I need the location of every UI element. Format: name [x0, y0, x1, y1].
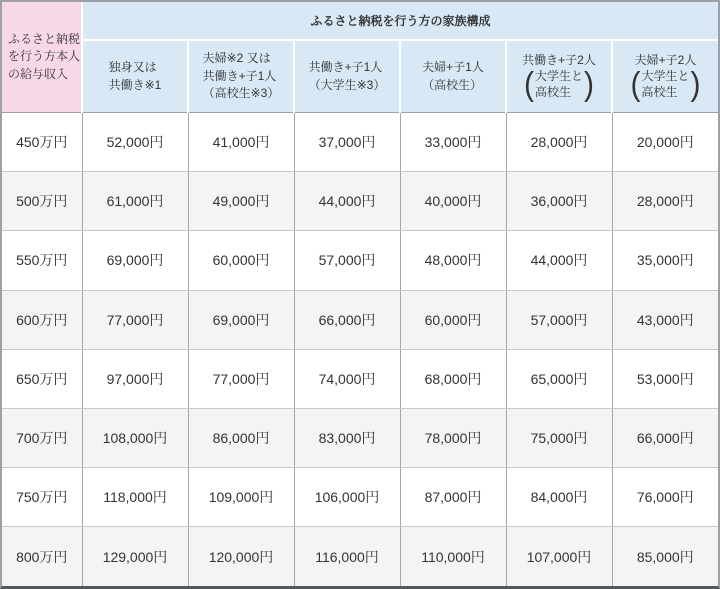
value-cell: 40,000円 [400, 172, 506, 231]
table-row [2, 349, 718, 408]
value-cell: 35,000円 [612, 231, 718, 290]
value-cell: 28,000円 [612, 172, 718, 231]
table-row [2, 527, 718, 586]
value-cell: 61,000円 [82, 172, 188, 231]
open-paren-glyph: ( [630, 66, 641, 103]
income-cell: 650万円 [2, 349, 82, 408]
open-paren-glyph: ( [523, 66, 534, 103]
value-cell: 66,000円 [612, 408, 718, 467]
header-line: 共働き+子1人 [202, 68, 277, 83]
header-title: 夫婦+子2人 [634, 52, 697, 67]
value-cell: 37,000円 [294, 113, 400, 172]
table-row [2, 290, 718, 349]
corner-header-line: ふるさと納税 [8, 31, 81, 46]
value-cell: 107,000円 [506, 527, 612, 586]
income-cell: 750万円 [2, 468, 82, 527]
value-cell: 69,000円 [188, 290, 294, 349]
header-line: （高校生） [422, 77, 483, 92]
paren-line: 高校生 [641, 84, 678, 99]
value-cell: 20,000円 [612, 113, 718, 172]
header-line: （大学生※3） [308, 77, 386, 92]
value-cell: 60,000円 [188, 231, 294, 290]
value-cell: 78,000円 [400, 408, 506, 467]
value-cell: 43,000円 [612, 290, 718, 349]
table-row [2, 468, 718, 527]
header-title: 共働き+子2人 [522, 52, 596, 67]
value-cell: 109,000円 [188, 468, 294, 527]
value-cell: 36,000円 [506, 172, 612, 231]
value-cell: 49,000円 [188, 172, 294, 231]
header-line: 独身又は [108, 60, 157, 75]
table-row [2, 408, 718, 467]
table-row [2, 172, 718, 231]
income-cell: 800万円 [2, 527, 82, 586]
header-line: 夫婦+子1人 [422, 60, 484, 75]
income-cell: 450万円 [2, 113, 82, 172]
value-cell: 77,000円 [188, 349, 294, 408]
column-header-couple-two-children [612, 40, 718, 113]
value-cell: 120,000円 [188, 527, 294, 586]
paren-line: 大学生と [641, 69, 690, 84]
value-cell: 108,000円 [82, 408, 188, 467]
value-cell: 60,000円 [400, 290, 506, 349]
income-cell: 550万円 [2, 231, 82, 290]
close-paren-glyph: ) [584, 66, 594, 103]
value-cell: 86,000円 [188, 408, 294, 467]
group-header-family-composition: ふるさと納税を行う方の家族構成 [82, 2, 718, 40]
column-header-dual-income-two-children [506, 40, 612, 113]
value-cell: 52,000円 [82, 113, 188, 172]
value-cell: 44,000円 [506, 231, 612, 290]
value-cell: 28,000円 [506, 113, 612, 172]
column-header-single [82, 40, 188, 113]
column-header-couple-one-child-highschool [400, 40, 506, 113]
value-cell: 76,000円 [612, 468, 718, 527]
value-cell: 83,000円 [294, 408, 400, 467]
value-cell: 41,000円 [188, 113, 294, 172]
income-cell: 500万円 [2, 172, 82, 231]
value-cell: 85,000円 [612, 527, 718, 586]
income-cell: 600万円 [2, 290, 82, 349]
paren-line: 高校生 [534, 84, 571, 99]
value-cell: 74,000円 [294, 349, 400, 408]
column-header-dual-income-one-child-univ [294, 40, 400, 113]
value-cell: 106,000円 [294, 468, 400, 527]
value-cell: 118,000円 [82, 468, 188, 527]
value-cell: 69,000円 [82, 231, 188, 290]
header-row-group [2, 2, 718, 40]
value-cell: 87,000円 [400, 468, 506, 527]
value-cell: 116,000円 [294, 527, 400, 586]
header-line: 夫婦※2 又は [202, 51, 271, 66]
value-cell: 66,000円 [294, 290, 400, 349]
corner-header-income [2, 2, 82, 113]
corner-header-line: の給与収入 [8, 66, 69, 81]
column-header-couple-or-dual-income-child [188, 40, 294, 113]
value-cell: 84,000円 [506, 468, 612, 527]
header-line: （高校生※3） [202, 86, 280, 101]
value-cell: 75,000円 [506, 408, 612, 467]
close-paren-glyph: ) [690, 66, 701, 103]
table-row [2, 113, 718, 172]
value-cell: 57,000円 [294, 231, 400, 290]
income-cell: 700万円 [2, 408, 82, 467]
value-cell: 110,000円 [400, 527, 506, 586]
corner-header-line: を行う方本人 [8, 49, 81, 64]
value-cell: 48,000円 [400, 231, 506, 290]
value-cell: 65,000円 [506, 349, 612, 408]
paren-line: 大学生と [534, 69, 583, 84]
header-line: 共働き+子1人 [308, 60, 383, 75]
table-row [2, 231, 718, 290]
header-line: 共働き※1 [108, 77, 162, 92]
furusato-tax-limit-table [2, 2, 718, 586]
value-cell: 57,000円 [506, 290, 612, 349]
header-row-columns [2, 40, 718, 113]
value-cell: 33,000円 [400, 113, 506, 172]
value-cell: 53,000円 [612, 349, 718, 408]
value-cell: 77,000円 [82, 290, 188, 349]
value-cell: 97,000円 [82, 349, 188, 408]
value-cell: 44,000円 [294, 172, 400, 231]
value-cell: 68,000円 [400, 349, 506, 408]
value-cell: 129,000円 [82, 527, 188, 586]
